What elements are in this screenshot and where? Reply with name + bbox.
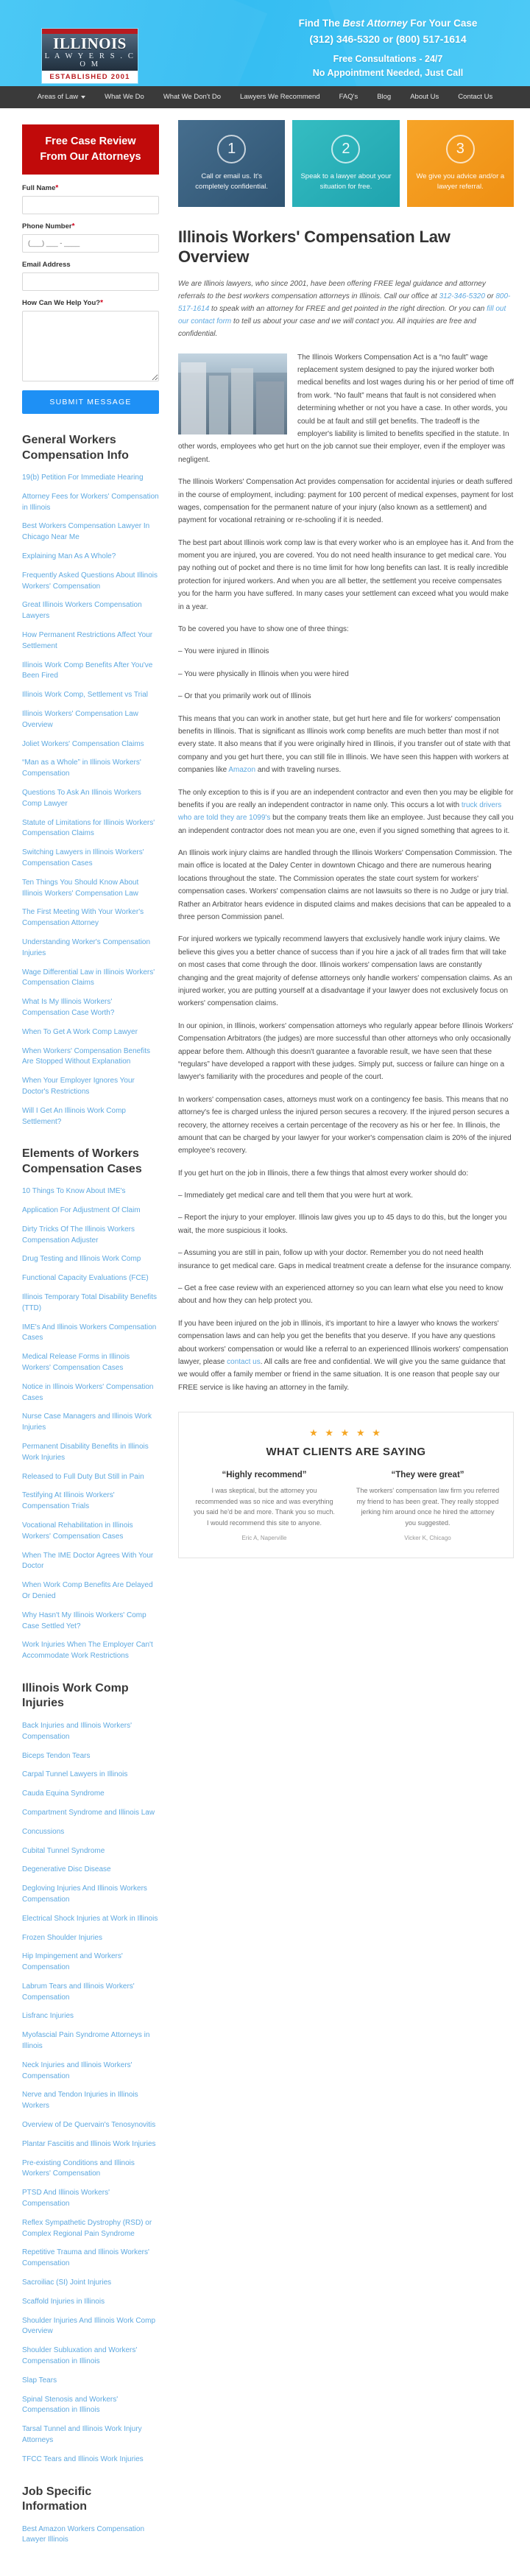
sidebar-link[interactable]: Pre-existing Conditions and Illinois Workers' Compensation xyxy=(22,2158,135,2178)
sidebar-link[interactable]: Repetitive Trauma and Illinois Workers' Compensation xyxy=(22,2248,149,2268)
nav-item-label: Areas of Law xyxy=(37,93,79,101)
sidebar-link[interactable]: Plantar Fasciitis and Illinois Work Injuries xyxy=(22,2139,156,2148)
sidebar-link[interactable]: Hip Impingement and Workers' Compensation xyxy=(22,1952,123,1972)
case-review-form xyxy=(22,175,159,414)
sidebar-link[interactable]: PTSD And Illinois Workers' Compensation xyxy=(22,2189,110,2209)
sidebar-link[interactable]: The First Meeting With Your Worker's Compensation Attorney xyxy=(22,908,144,928)
site-header xyxy=(0,0,530,86)
sidebar-link[interactable]: Nurse Case Managers and Illinois Work Injuries xyxy=(22,1412,152,1432)
testimonial-body: The workers' compensation law firm you referred my friend to has been great. They really stopped jerking him around once he hired the attorney you suggested. xyxy=(356,1487,500,1527)
sidebar-link[interactable]: Scaffold Injuries in Illinois xyxy=(22,2297,105,2306)
nav-item-what-we-do[interactable] xyxy=(95,86,154,108)
step-card-3 xyxy=(407,120,514,207)
full-name-label xyxy=(22,184,159,192)
required-marker: * xyxy=(71,222,75,231)
article-paragraph-8: For injured workers we typically recommend lawyers that exclusively handle work injury claims. We believe this gives you a better chance of success than if you hire a jack of all trades firm that will take on most cases that come through the door. Illinois workers' compensation laws are constantly changing and the great majority of defense attorneys only handle workers' compensation claims. As an injured worker, you are putting yourself at a disadvantage if your lawyer does not exclusively focus on workers' compensation claims. xyxy=(178,935,512,1008)
star-rating-icon: ★ ★ ★ ★ ★ xyxy=(309,1427,383,1439)
free-case-review-header xyxy=(22,124,159,175)
coverage-bullet-3: – Or that you primarily work out of Illinois xyxy=(178,692,311,701)
testimonial-card xyxy=(356,1471,500,1541)
sidebar-link[interactable]: Illinois Temporary Total Disability Benefits (TTD) xyxy=(22,1293,158,1312)
what-to-do-bullet-2: – Report the injury to your employer. Illinois law gives you up to 45 days to do this, but the longer you wait, the more suspicious it looks. xyxy=(178,1214,507,1235)
nav-item-label: Blog xyxy=(377,93,392,101)
sidebar-section-heading: Job Specific Information xyxy=(22,2485,92,2513)
step-number-badge: 1 xyxy=(217,135,246,163)
sidebar-link[interactable]: Best Workers Compensation Lawyer In Chicago Near Me xyxy=(22,522,150,542)
header-free-consultations: Free Consultations - 24/7 xyxy=(333,53,443,64)
testimonial-card xyxy=(192,1471,336,1541)
image-building xyxy=(231,368,253,434)
sidebar-link[interactable]: Concussions xyxy=(22,1827,65,1836)
article-paragraph-5 xyxy=(178,713,514,777)
step-card-1 xyxy=(178,120,285,207)
sidebar-link[interactable]: Lisfranc Injuries xyxy=(22,2012,74,2021)
sidebar-link[interactable]: When Workers' Compensation Benefits Are Stopped Without Explanation xyxy=(22,1046,151,1066)
sidebar-link[interactable]: Cubital Tunnel Syndrome xyxy=(22,1846,105,1855)
sidebar-link[interactable]: Biceps Tendon Tears xyxy=(22,1751,91,1760)
testimonial-author: Vicker K, Chicago xyxy=(404,1535,451,1542)
sidebar-link[interactable]: Joliet Workers' Compensation Claims xyxy=(22,739,144,748)
phone-number-input[interactable] xyxy=(22,234,159,253)
tagline-suffix: For Your Case xyxy=(407,18,478,29)
email-address-label-text: Email Address xyxy=(22,261,71,270)
sidebar-link[interactable]: How Permanent Restrictions Affect Your Settlement xyxy=(22,631,153,650)
p5-text-a: This means that you can work in another state, but get hurt here and file for workers' compensation benefits in Illinois. That is significant as Illinois work comp benefits are much better than most if not every state. It also means that if you were originally hired in Illinois, if you transfer out of state with that company and you get hurt there, you can still file in Illinois. We have seen this happen with workers at companies like xyxy=(178,714,511,775)
sidebar-link[interactable]: Explaining Man As A Whole? xyxy=(22,552,116,561)
full-name-label-text: Full Name xyxy=(22,184,56,193)
sidebar-link[interactable]: 10 Things To Know About IME's xyxy=(22,1187,126,1196)
sidebar-link[interactable]: Dirty Tricks Of The Illinois Workers Compensation Adjuster xyxy=(22,1225,135,1245)
lead-text-2: or xyxy=(484,292,496,300)
sidebar-link[interactable]: Myofascial Pain Syndrome Attorneys in Illinois xyxy=(22,2031,150,2051)
sidebar-link[interactable]: IME's And Illinois Workers Compensation Cases xyxy=(22,1323,157,1342)
header-contact-block xyxy=(266,16,509,80)
image-building xyxy=(181,362,206,434)
sidebar-link[interactable]: Understanding Worker's Compensation Injuries xyxy=(22,938,151,957)
article-paragraph-3: The best part about Illinois work comp law is that every worker who is an employee has it. And from the moment you are injured, you are covered. You do not need health insurance to get medical care. You pay nothing out of pocket and there is no time limit for how long benefits can last. It is really incredible protection for injured workers. And when you are all better, the settlement you receive compensates you for the harm you have suffered. In many cases your settlement can exceed what you would make in a year. xyxy=(178,538,514,611)
form-heading-line2: From Our Attorneys xyxy=(40,150,141,163)
nav-item-areas-of-law[interactable] xyxy=(28,86,95,108)
testimonials-title: WHAT CLIENTS ARE SAYING xyxy=(266,1446,426,1459)
sidebar-link[interactable]: Illinois Workers' Compensation Law Overview xyxy=(22,710,138,729)
p6-text-a: The only exception to this is if you are an independent contractor and even then you may be eligible for benefits if you are really an independent contractor in name only. This occurs a lot with xyxy=(178,788,514,809)
sidebar-link[interactable]: Illinois Work Comp Benefits After You've Been Fired xyxy=(22,661,153,680)
article-paragraph-11: If you get hurt on the job in Illinois, there a few things that almost every worker should do: xyxy=(178,1169,469,1178)
testimonial-body: I was skeptical, but the attorney you recommended was so nice and was everything you said he'd be and more. Thank you so much. I would recommend this site to anyone. xyxy=(194,1487,335,1527)
lead-text-3: to speak with an attorney for FREE and get pointed in the right direction. Or you can xyxy=(209,305,487,314)
required-marker: * xyxy=(55,184,59,193)
sidebar-link[interactable]: Ten Things You Should Know About Illinois Workers' Compensation Law xyxy=(22,878,139,898)
sidebar-link[interactable]: Illinois Work Comp, Settlement vs Trial xyxy=(22,691,148,700)
sidebar-link[interactable]: Work Injuries When The Employer Can't Accommodate Work Restrictions xyxy=(22,1641,153,1661)
step-description: Speak to a lawyer about your situation for free. xyxy=(300,172,392,191)
sidebar-link[interactable]: Switching Lawyers in Illinois Workers' Compensation Cases xyxy=(22,848,144,868)
sidebar-link[interactable]: Questions To Ask An Illinois Workers Comp Lawyer xyxy=(22,789,141,808)
article-paragraph-1: The Illinois Workers Compensation Act is a “no fault” wage replacement system designed to pay the injured worker both medical benefits and lost wages during his or her period of time off from work. “No fault” means that fault is not considered when determining whether or not you have a case. In other words, you could be at fault and still get benefits. The tradeoff is the employer's liability is limited to benefits specified in the statute. In other words, employees who get hurt on the job cannot sue their employer, even if the employer was negligent. xyxy=(178,353,514,464)
page-title: Illinois Workers' Compensation Law Overview xyxy=(178,228,451,266)
sidebar-link[interactable]: Degloving Injuries And Illinois Workers Compensation xyxy=(22,1885,147,1904)
sidebar-link[interactable]: Nerve and Tendon Injuries in Illinois Workers xyxy=(22,2091,138,2111)
article-paragraph-9: In our opinion, in Illinois, workers' compensation attorneys who regularly appear before Illinois Workers' Compensation Arbitrators (the judges) are more successful than other attorneys who only occasionally appear before them. Although this doesn't guarantee a favorable result, we have seen that these “regulars” have developed a rapport with these judges. Simply put, success or failure can hinge on a lawyer's familiarity with the procedures and people of the court. xyxy=(178,1021,514,1082)
phone-number-label xyxy=(22,222,159,230)
sidebar-link[interactable]: Slap Tears xyxy=(22,2376,57,2385)
nav-item-label: FAQ's xyxy=(339,93,358,101)
sidebar-link[interactable]: TFCC Tears and Illinois Work Injuries xyxy=(22,2454,144,2463)
p5-text-b: and with traveling nurses. xyxy=(255,766,342,775)
sidebar-link[interactable]: Will I Get An Illinois Work Comp Settlement? xyxy=(22,1106,126,1126)
coverage-bullet-2: – You were physically in Illinois when you were hired xyxy=(178,669,349,678)
sidebar-section-heading: Elements of Workers Compensation Cases xyxy=(22,1147,142,1175)
testimonials-section xyxy=(178,1412,514,1558)
contact-form-link[interactable]: fill out our contact form xyxy=(178,305,506,326)
sidebar-link[interactable]: Released to Full Duty But Still in Pain xyxy=(22,1472,144,1481)
sidebar-link[interactable]: Medical Release Forms in Illinois Workers' Compensation Cases xyxy=(22,1353,130,1373)
tagline-emphasis: Best Attorney xyxy=(342,18,408,29)
article-paragraph-7: An Illinois work injury claims are handled through the Illinois Workers' Compensation Commission. The main office is located at the Daley Center in downtown Chicago and there are numerous hearing locations throughout the state. The Commission operates the state court system for workers' compensation cases. Workers' compensation claims are not lawsuits so there is no Judge or jury trial. Rather an Arbitrator hears evidence in disputed claims and makes decisions that can be appealed to a three person Commission panel. xyxy=(178,849,512,922)
sidebar-link[interactable]: Frequently Asked Questions About Illinois Workers' Compensation xyxy=(22,571,158,591)
sidebar-link[interactable]: Drug Testing and Illinois Work Comp xyxy=(22,1255,141,1264)
truck-drivers-1099-link[interactable]: truck drivers who are told they are 1099's xyxy=(178,800,502,823)
what-to-do-bullet-4: – Get a free case review with an experienced attorney so you can learn what else you need to know about and how they can help protect you. xyxy=(178,1284,504,1306)
image-building xyxy=(209,376,228,434)
article-paragraph-4: To be covered you have to show one of three things: xyxy=(178,625,349,634)
sidebar-link[interactable]: What Is My Illinois Workers' Compensation Case Worth? xyxy=(22,998,115,1017)
sidebar xyxy=(0,108,171,2576)
step-description: Call or email us. It's completely confidential. xyxy=(195,172,269,191)
sidebar-link[interactable]: 19(b) Petition For Immediate Hearing xyxy=(22,474,144,482)
testimonials-list xyxy=(192,1471,500,1541)
sidebar-link[interactable]: Application For Adjustment Of Claim xyxy=(22,1206,141,1215)
logo-red-bar xyxy=(42,29,138,34)
nav-item-about-us[interactable] xyxy=(400,86,448,108)
sidebar-link[interactable]: Neck Injuries and Illinois Workers' Compensation xyxy=(22,2061,132,2080)
header-phone-numbers[interactable]: (312) 346-5320 or (800) 517-1614 xyxy=(309,33,467,46)
sidebar-link[interactable]: When Work Comp Benefits Are Delayed Or Denied xyxy=(22,1581,153,1601)
article-paragraph-12 xyxy=(178,1317,514,1394)
nav-item-faq-s[interactable] xyxy=(330,86,368,108)
site-logo[interactable] xyxy=(41,28,138,84)
testimonial-quote: “They were great” xyxy=(391,1471,464,1480)
sidebar-link[interactable]: When The IME Doctor Agrees With Your Doctor xyxy=(22,1551,154,1571)
sidebar-link[interactable]: Why Hasn't My Illinois Workers' Comp Case Settled Yet? xyxy=(22,1611,146,1630)
sidebar-link[interactable]: Labrum Tears and Illinois Workers' Compensation xyxy=(22,1982,135,2002)
amazon-link[interactable]: Amazon xyxy=(228,766,256,775)
testimonial-quote: “Highly recommend” xyxy=(222,1471,307,1480)
cityscape-image xyxy=(178,353,287,434)
sidebar-link-sections xyxy=(22,433,159,2546)
sidebar-section-heading: Illinois Work Comp Injuries xyxy=(22,1682,129,1710)
article-paragraph-2: The Illinois Workers' Compensation Act provides compensation for accidental injuries or death suffered in the course of employment, including: payment for 100 percent of medical expenses, payment for lost wages, compensation for the permanent nature of your injury (also known as a settlement) and payment for vocational retraining or re-schooling if it is needed. xyxy=(178,478,514,525)
sidebar-link[interactable]: Back Injuries and Illinois Workers' Compensation xyxy=(22,1721,132,1741)
coverage-bullet-1: – You were injured in Illinois xyxy=(178,647,269,656)
p12-text-b: . All calls are free and confidential. We will give you the same guidance that we would offer a family member or friend in the same situation. It is one reason that people say our FREE service is like having an attorney in the family. xyxy=(178,1357,506,1392)
how-can-we-help-label-text: How Can We Help You? xyxy=(22,299,101,308)
sidebar-link[interactable]: Degenerative Disc Disease xyxy=(22,1865,111,1874)
sidebar-link[interactable]: Testifying At Illinois Workers' Compensation Trials xyxy=(22,1491,115,1511)
contact-us-link[interactable]: contact us xyxy=(227,1357,261,1366)
how-can-we-help-textarea[interactable] xyxy=(22,311,159,381)
logo-illinois-text: ILLINOIS xyxy=(53,35,127,52)
form-heading-line1: Free Case Review xyxy=(45,136,136,147)
what-to-do-bullet-3: – Assuming you are still in pain, follow up with your doctor. Remember you do not need health insurance to get medical care. Gaps in medical treatment create a defense for the insurance company. xyxy=(178,1249,512,1270)
step-description: We give you advice and/or a lawyer referral. xyxy=(416,172,505,191)
sidebar-link[interactable]: Sacroiliac (SI) Joint Injuries xyxy=(22,2278,112,2287)
phone-link-primary[interactable]: 312-346-5320 xyxy=(439,292,485,300)
how-can-we-help-label xyxy=(22,299,159,307)
sidebar-link[interactable]: Best Amazon Workers Compensation Lawyer Illinois xyxy=(22,2524,145,2544)
sidebar-link[interactable]: Permanent Disability Benefits in Illinois Work Injuries xyxy=(22,1443,149,1462)
sidebar-link[interactable]: Shoulder Injuries And Illinois Work Comp Overview xyxy=(22,2316,156,2336)
required-marker: * xyxy=(100,299,103,308)
step-number-badge: 3 xyxy=(446,135,475,163)
article-paragraph-6 xyxy=(178,786,514,838)
how-it-works-steps xyxy=(178,120,514,207)
header-no-appointment: No Appointment Needed, Just Call xyxy=(312,68,464,79)
sidebar-link[interactable]: Overview of De Quervain's Tenosynovitis xyxy=(22,2121,156,2130)
testimonial-author: Eric A, Naperville xyxy=(241,1535,287,1542)
sidebar-link[interactable]: Compartment Syndrome and Illinois Law xyxy=(22,1808,155,1817)
logo-domain-text: L A W Y E R S . C O M xyxy=(44,52,135,69)
p6-text-b: but the company treats them like an employee. Just because they call you an independent contractor does not mean you are one, even if you signed something that agrees to it. xyxy=(178,814,514,835)
nav-item-label: Lawyers We Recommend xyxy=(240,93,320,101)
sidebar-link[interactable]: Attorney Fees for Workers' Compensation in Illinois xyxy=(22,492,159,512)
sidebar-link[interactable]: Carpal Tunnel Lawyers in Illinois xyxy=(22,1770,128,1779)
nav-item-contact-us[interactable] xyxy=(448,86,502,108)
nav-item-label: Contact Us xyxy=(458,93,493,101)
submit-message-button[interactable]: SUBMIT MESSAGE xyxy=(22,390,159,414)
nav-item-label: What We Do xyxy=(105,93,144,101)
sidebar-link[interactable]: When To Get A Work Comp Lawyer xyxy=(22,1027,138,1036)
sidebar-link[interactable]: Electrical Shock Injuries at Work in Illinois xyxy=(22,1914,158,1923)
step-card-2 xyxy=(292,120,399,207)
logo-plate xyxy=(42,34,138,71)
email-address-label xyxy=(22,261,159,269)
nav-item-label: What We Don't Do xyxy=(163,93,222,101)
nav-item-what-we-don-t-do[interactable] xyxy=(154,86,230,108)
full-name-input[interactable] xyxy=(22,196,159,214)
sidebar-link[interactable]: Functional Capacity Evaluations (FCE) xyxy=(22,1274,149,1283)
sidebar-link[interactable]: Notice in Illinois Workers' Compensation Cases xyxy=(22,1382,154,1402)
sidebar-section-heading: General Workers Compensation Info xyxy=(22,434,129,462)
sidebar-link[interactable]: When Your Employer Ignores Your Doctor's Restrictions xyxy=(22,1077,135,1096)
sidebar-link[interactable]: Reflex Sympathetic Dystrophy (RSD) or Complex Regional Pain Syndrome xyxy=(22,2218,152,2238)
sidebar-link[interactable]: Shoulder Subluxation and Workers' Compensation in Illinois xyxy=(22,2346,138,2366)
phone-number-label-text: Phone Number xyxy=(22,222,72,231)
main-navigation xyxy=(0,86,530,108)
sidebar-link[interactable]: Vocational Rehabilitation in Illinois Workers' Compensation Cases xyxy=(22,1521,133,1541)
phone-link-secondary[interactable]: 800-517-1614 xyxy=(178,292,511,314)
lead-text-1: We are Illinois lawyers, who since 2001, have been offering FREE legal guidance and attorney referrals to the best workers compensation attorneys in Illinois. Call our office at xyxy=(178,279,486,300)
nav-item-lawyers-we-recommend[interactable] xyxy=(230,86,330,108)
sidebar-link[interactable]: Tarsal Tunnel and Illinois Work Injury Attorneys xyxy=(22,2425,142,2444)
sidebar-link[interactable]: Wage Differential Law in Illinois Workers' Compensation Claims xyxy=(22,968,155,988)
image-building xyxy=(256,381,284,434)
chevron-down-icon xyxy=(81,96,85,99)
nav-item-blog[interactable] xyxy=(367,86,400,108)
article-paragraph-10: In workers' compensation cases, attorneys must work on a contingency fee basis. This means that no attorney's fee is charged unless the injured person secures a recovery. If the injured person secures a recovery, the attorney receives a certain percentage of the recovery as his or her fee. In Illinois, the amount that can be charged by your lawyer for your worker's compensation claim is 20% of the injured employee's recovery. xyxy=(178,1095,512,1155)
lead-text-4: to tell us about your case and we will contact you. All inquiries are free and confidential. xyxy=(178,317,476,339)
main-content xyxy=(171,108,530,1580)
sidebar-link[interactable]: Frozen Shoulder Injuries xyxy=(22,1933,102,1942)
tagline-prefix: Find The xyxy=(298,18,343,29)
sidebar-link[interactable]: Cauda Equina Syndrome xyxy=(22,1790,105,1798)
email-address-input[interactable] xyxy=(22,272,159,291)
sidebar-link[interactable]: Great Illinois Workers Compensation Lawyers xyxy=(22,601,142,621)
sidebar-link[interactable]: “Man as a Whole” in Illinois Workers' Compensation xyxy=(22,759,141,778)
header-tagline xyxy=(266,16,509,31)
sidebar-link[interactable]: Spinal Stenosis and Workers' Compensation in Illinois xyxy=(22,2395,119,2415)
logo-established-text: ESTABLISHED 2001 xyxy=(42,71,138,83)
sidebar-link[interactable]: Statute of Limitations for Illinois Workers' Compensation Claims xyxy=(22,818,155,838)
what-to-do-bullet-1: – Immediately get medical care and tell them that you were hurt at work. xyxy=(178,1192,414,1200)
nav-item-label: About Us xyxy=(410,93,439,101)
p12-text-a: If you have been injured on the job in Illinois, it's important to hire a lawyer who knows the workers' compensation laws and can help you get the benefits that you deserve. If you have any questions about workers' compensation or would like a referral to an experienced Illinois workers' compensation lawyer, please xyxy=(178,1319,509,1366)
step-number-badge: 2 xyxy=(331,135,360,163)
article-lead-paragraph xyxy=(178,278,514,341)
